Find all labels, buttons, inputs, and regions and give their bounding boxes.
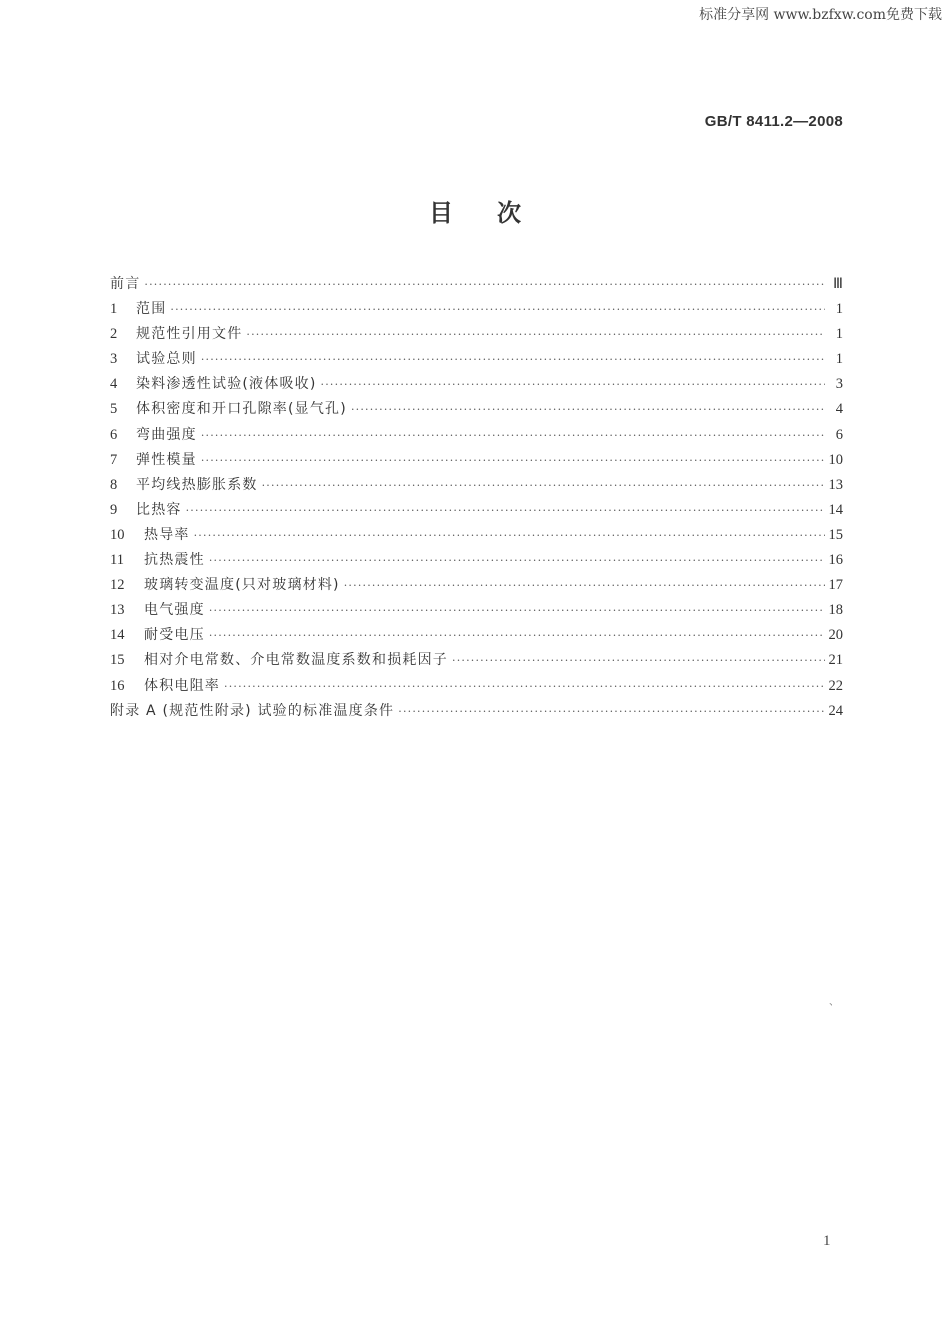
- toc-entry[interactable]: [110, 322, 843, 347]
- toc-entry-appendix-a[interactable]: [110, 699, 843, 724]
- toc-label: 体积电阻率: [144, 677, 220, 694]
- leader-dots: [262, 473, 825, 498]
- toc-label: 前言: [110, 276, 141, 292]
- toc-label: 比热容: [136, 501, 182, 518]
- leader-dots: [186, 498, 825, 523]
- toc-label: 范围: [136, 301, 167, 318]
- toc-entry[interactable]: [110, 498, 843, 523]
- toc-page: 15: [828, 526, 843, 543]
- toc-entry[interactable]: [110, 347, 843, 372]
- toc-page: Ⅲ: [833, 276, 843, 292]
- leader-dots: [351, 397, 825, 422]
- toc-page: 20: [828, 627, 843, 644]
- leader-dots: [144, 272, 825, 297]
- toc-entry[interactable]: [110, 674, 843, 699]
- toc-page: 22: [828, 677, 843, 694]
- toc-entry[interactable]: [110, 573, 843, 598]
- toc-number: 5: [110, 401, 118, 418]
- toc-label: 附录 A (规范性附录) 试验的标准温度条件: [110, 702, 395, 719]
- toc-entry[interactable]: [110, 648, 843, 673]
- leader-dots: [201, 423, 825, 448]
- toc-page: 1: [835, 351, 843, 368]
- toc-entry[interactable]: [110, 448, 843, 473]
- toc-page: 21: [828, 652, 843, 669]
- toc-number: 14: [110, 627, 125, 644]
- toc-page: 24: [828, 702, 843, 719]
- toc-label: 规范性引用文件: [136, 326, 243, 343]
- leader-dots: [209, 598, 825, 623]
- toc-label: 平均线热膨胀系数: [136, 476, 258, 493]
- toc-page: 14: [828, 501, 843, 518]
- leader-dots: [452, 648, 825, 673]
- toc-label: 试验总则: [136, 351, 197, 368]
- leader-dots: [201, 448, 825, 473]
- toc-number: 9: [110, 501, 118, 518]
- toc-page: 1: [835, 326, 843, 343]
- toc-page: 18: [828, 602, 843, 619]
- toc-page: 1: [835, 301, 843, 318]
- toc-entry-preface[interactable]: [110, 272, 843, 297]
- leader-dots: [246, 322, 825, 347]
- toc-number: 12: [110, 577, 125, 594]
- toc-number: 2: [110, 326, 118, 343]
- toc-label: 热导率: [144, 526, 190, 543]
- leader-dots: [209, 548, 825, 573]
- toc-number: 3: [110, 351, 118, 368]
- toc-page: 4: [835, 401, 843, 418]
- table-of-contents: [110, 272, 843, 724]
- toc-entry[interactable]: [110, 473, 843, 498]
- leader-dots: [170, 297, 825, 322]
- toc-entry[interactable]: [110, 423, 843, 448]
- toc-entry[interactable]: [110, 548, 843, 573]
- toc-entry[interactable]: [110, 372, 843, 397]
- toc-number: 11: [110, 552, 124, 569]
- stray-mark: 、: [829, 997, 839, 1008]
- toc-entry[interactable]: [110, 598, 843, 623]
- toc-number: 1: [110, 301, 118, 318]
- toc-entry[interactable]: [110, 623, 843, 648]
- toc-number: 7: [110, 451, 118, 468]
- toc-number: 13: [110, 602, 125, 619]
- toc-page: 6: [835, 426, 843, 443]
- toc-number: 4: [110, 376, 118, 393]
- toc-number: 6: [110, 426, 118, 443]
- toc-label: 抗热震性: [144, 552, 205, 569]
- toc-entry[interactable]: [110, 523, 843, 548]
- toc-page: 16: [828, 552, 843, 569]
- standard-code: GB/T 8411.2—2008: [704, 113, 843, 130]
- toc-entry[interactable]: [110, 297, 843, 322]
- toc-label: 相对介电常数、介电常数温度系数和损耗因子: [144, 652, 448, 669]
- page-number: 1: [823, 1233, 831, 1249]
- toc-entry[interactable]: [110, 397, 843, 422]
- leader-dots: [194, 523, 825, 548]
- toc-number: 16: [110, 677, 125, 694]
- toc-label: 弹性模量: [136, 451, 197, 468]
- watermark: 标准分享网 www.bzfxw.com免费下载: [699, 7, 942, 23]
- leader-dots: [201, 347, 825, 372]
- leader-dots: [398, 699, 824, 724]
- toc-label: 玻璃转变温度(只对玻璃材料): [144, 577, 340, 594]
- leader-dots: [224, 674, 825, 699]
- toc-label: 染料渗透性试验(液体吸收): [136, 376, 317, 393]
- toc-page: 13: [828, 476, 843, 493]
- leader-dots: [209, 623, 825, 648]
- toc-number: 15: [110, 652, 125, 669]
- toc-page: 17: [828, 577, 843, 594]
- toc-number: 8: [110, 476, 118, 493]
- toc-label: 耐受电压: [144, 627, 205, 644]
- leader-dots: [344, 573, 825, 598]
- toc-label: 电气强度: [144, 602, 205, 619]
- leader-dots: [321, 372, 825, 397]
- toc-number: 10: [110, 526, 125, 543]
- toc-label: 体积密度和开口孔隙率(显气孔): [136, 401, 347, 418]
- page-title: 目次: [429, 199, 565, 227]
- toc-page: 10: [828, 451, 843, 468]
- toc-page: 3: [835, 376, 843, 393]
- toc-label: 弯曲强度: [136, 426, 197, 443]
